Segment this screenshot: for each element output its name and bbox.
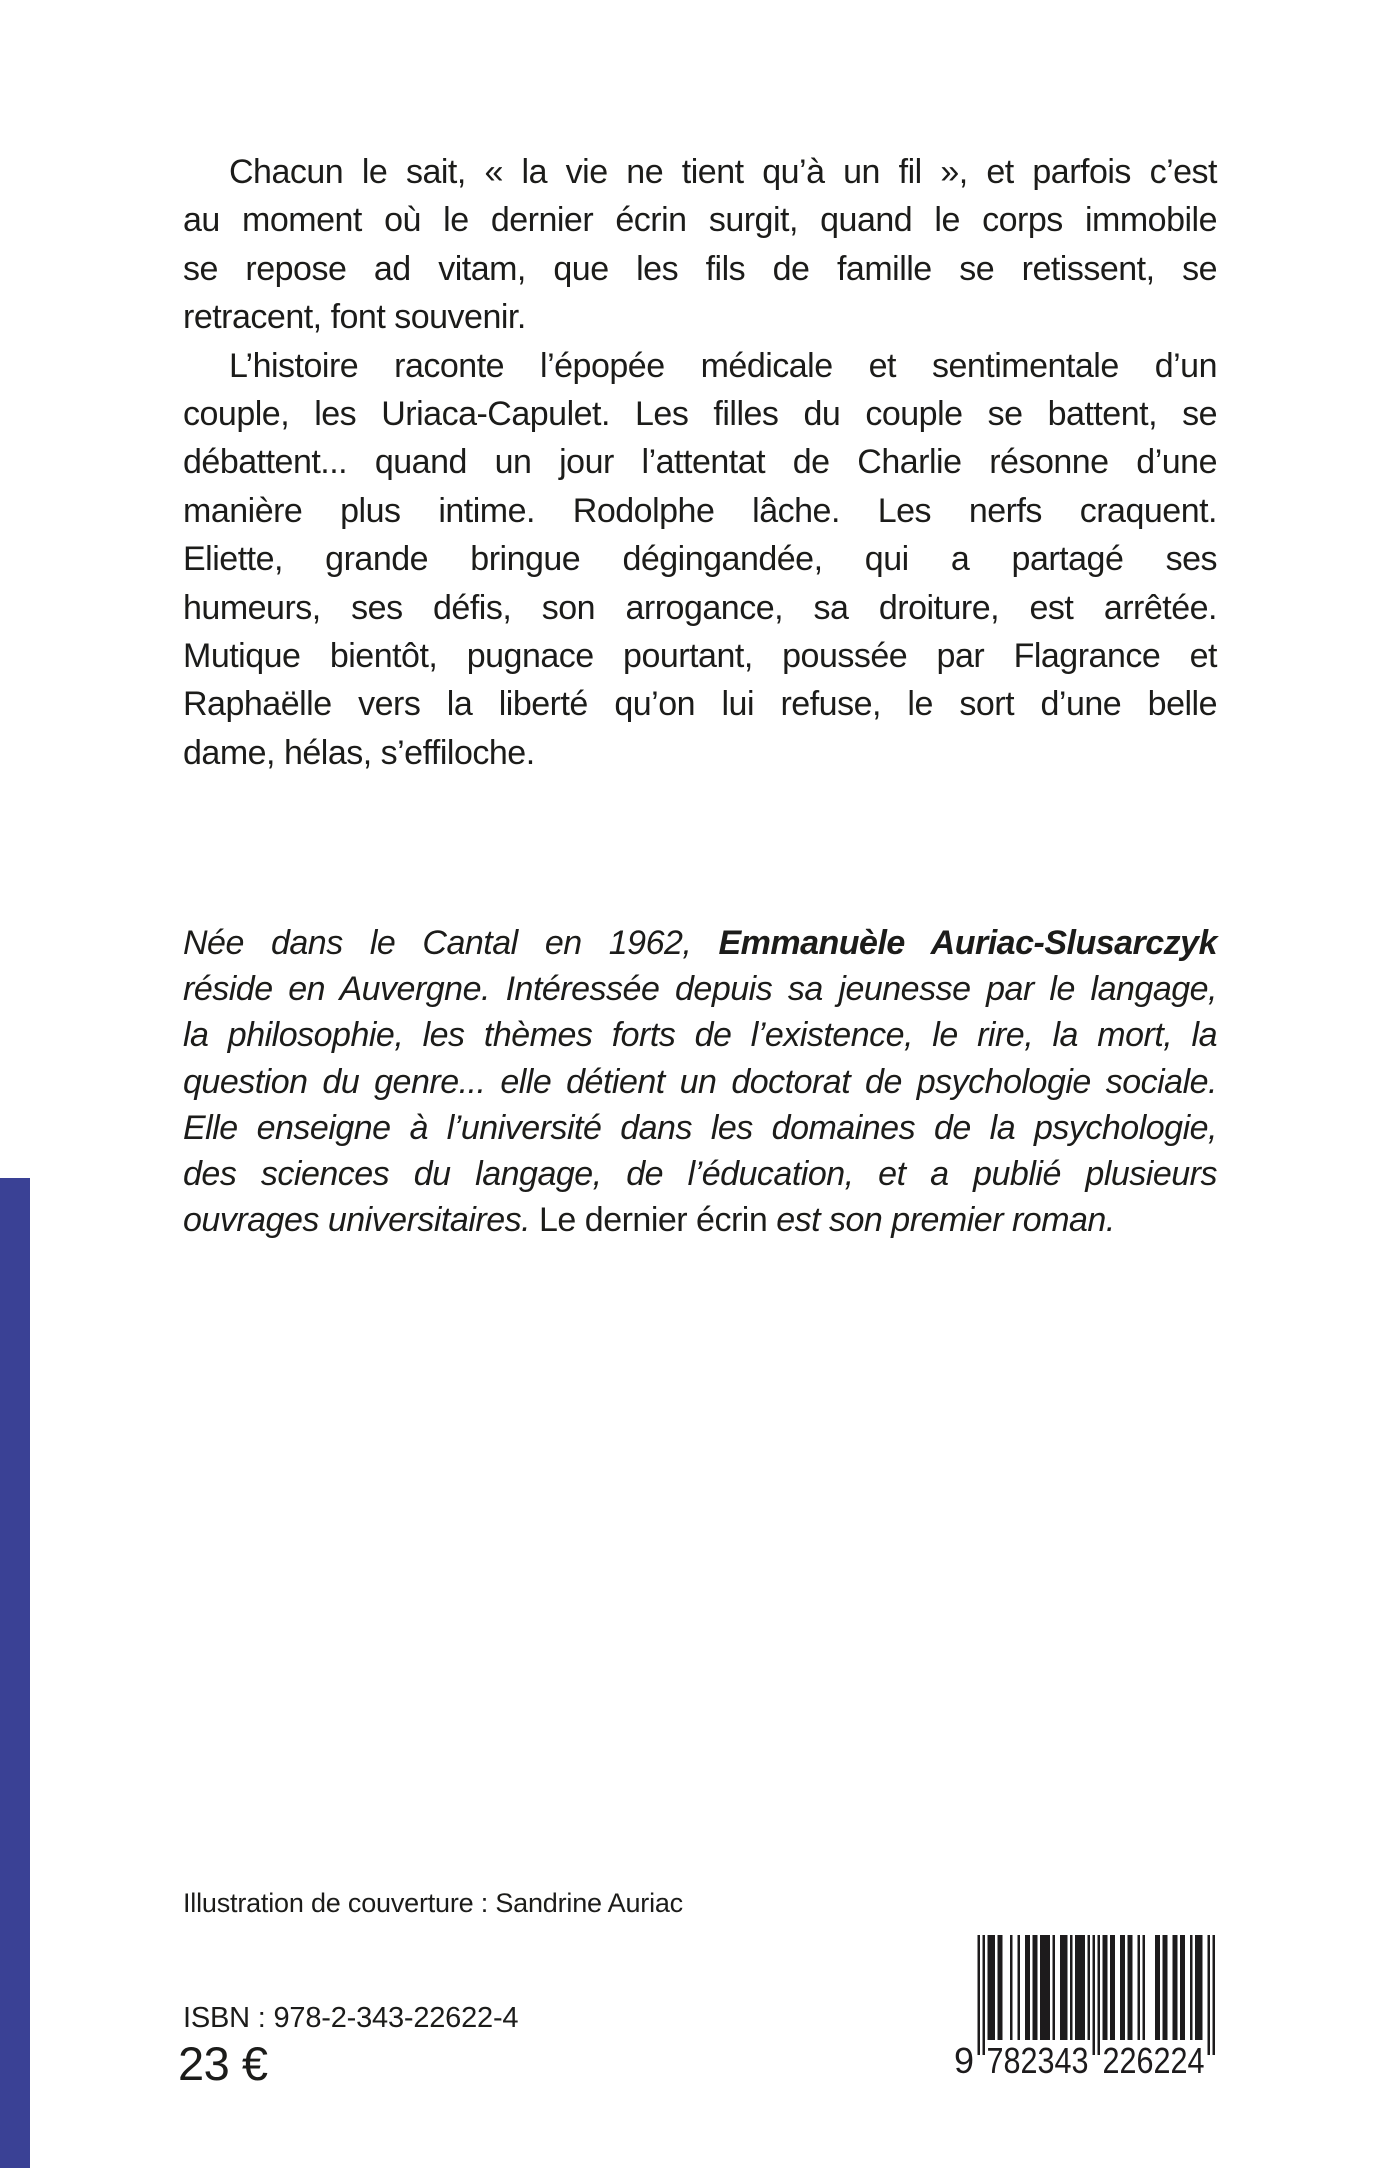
text-segment: question du genre... elle détient un doctorat de psychologie sociale. [183, 1062, 1217, 1101]
bio-line [183, 1151, 1217, 1197]
text-segment: réside en Auvergne. Intéressée depuis sa jeunesse par le langage, [183, 970, 1217, 1009]
text-segment: Chacun le sait, « la vie ne tient qu’à un fil », et parfois c’est [229, 153, 1217, 191]
synopsis-line [183, 729, 1217, 777]
synopsis-line [183, 535, 1217, 583]
synopsis-line [183, 584, 1217, 632]
text-segment: se repose ad vitam, que les fils de famille se retissent, se [183, 249, 1217, 288]
bio-line [183, 1012, 1217, 1058]
barcode [950, 1935, 1220, 2077]
book-title: Le dernier écrin [539, 1201, 768, 1240]
text-segment: humeurs, ses défis, son arrogance, sa droiture, est arrêtée. [183, 588, 1217, 627]
text-segment: manière plus intime. Rodolphe lâche. Les nerfs craquent. [183, 491, 1217, 530]
text-segment: Eliette, grande bringue dégingandée, qui a partagé ses [183, 540, 1217, 579]
barcode-bars [950, 1935, 1220, 2077]
bio-line [183, 920, 1217, 966]
bio-line [183, 966, 1217, 1012]
text-segment: au moment où le dernier écrin surgit, quand le corps immobile [183, 201, 1217, 240]
barcode-digits: 782343 [986, 2040, 1089, 2077]
text-segment: des sciences du langage, de l’éducation, et a publié plusieurs [183, 1155, 1217, 1194]
left-accent-bar [0, 1178, 30, 2168]
synopsis-line [183, 632, 1217, 680]
text-segment: Elle enseigne à l’université dans les domaines de la psychologie, [183, 1108, 1217, 1147]
bio-line [183, 1197, 1217, 1243]
text-segment: Mutique bientôt, pugnace pourtant, poussée par Flagrance et [183, 637, 1217, 676]
author-name: Emmanuèle Auriac-Slusarczyk [718, 924, 1217, 962]
text-segment: Née dans le Cantal en 1962, [183, 924, 719, 962]
synopsis-line [183, 390, 1217, 438]
author-bio-text [183, 920, 1217, 1243]
synopsis-line [183, 148, 1217, 196]
synopsis-line [183, 293, 1217, 341]
text-segment: ouvrages universitaires. [183, 1201, 540, 1240]
synopsis-line [183, 245, 1217, 293]
synopsis-line [183, 438, 1217, 486]
bio-line [183, 1105, 1217, 1151]
text-segment: dame, hélas, s’effiloche. [183, 733, 535, 772]
isbn-line: ISBN : 978-2-343-22622-4 [183, 2002, 519, 2034]
text-segment: Raphaëlle vers la liberté qu’on lui refuse, le sort d’une belle [183, 685, 1217, 724]
synopsis-line [183, 680, 1217, 728]
price: 23 € [178, 2037, 268, 2090]
text-segment: est son premier roman. [767, 1201, 1115, 1240]
synopsis-text [183, 148, 1217, 777]
text-segment: L’histoire raconte l’épopée médicale et sentimentale d’un [229, 346, 1217, 385]
synopsis-line [183, 196, 1217, 244]
synopsis-line [183, 342, 1217, 390]
bio-line [183, 1059, 1217, 1105]
text-segment: débattent... quand un jour l’attentat de Charlie résonne d’une [183, 443, 1217, 482]
text-segment: la philosophie, les thèmes forts de l’existence, le rire, la mort, la [183, 1016, 1217, 1055]
text-segment: couple, les Uriaca-Capulet. Les filles du couple se battent, se [183, 395, 1217, 434]
text-segment: retracent, font souvenir. [183, 298, 526, 337]
cover-illustration-credit: Illustration de couverture : Sandrine Auriac [183, 1888, 683, 1918]
barcode-digits: 226224 [1102, 2040, 1205, 2077]
synopsis-line [183, 487, 1217, 535]
barcode-digits: 9 [953, 2040, 974, 2077]
